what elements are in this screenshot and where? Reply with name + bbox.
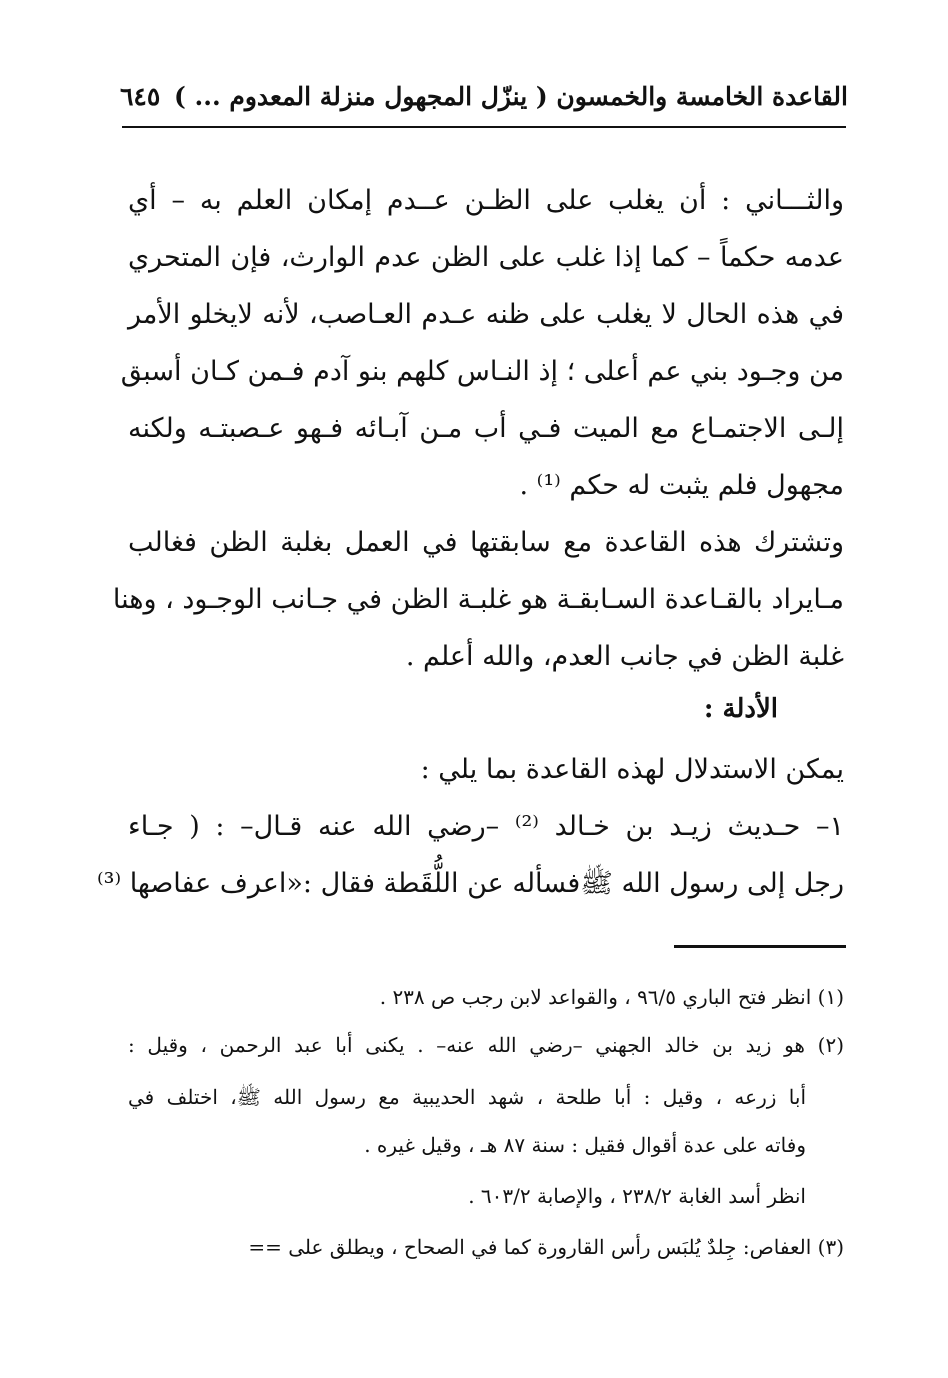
body-line: وتشترك هذه القاعدة مع سابقتها في العمل بغلبة الظن فغالب [128, 527, 844, 558]
footnote: (١) انظر فتح الباري ٩٦/٥ ، والقواعد لابن رجب ص ٢٣٨ . [379, 985, 844, 1009]
page-header [120, 78, 848, 122]
evidence-line: ١– حـديث زيـد بن خـالد ⁽²⁾ –رضي الله عنه قـال– : ( جـاء [128, 811, 844, 842]
body-line: مـايراد بالقـاعدة السـابقـة هو غلبـة الظن في جـانب الوجـود ، وهنا [112, 584, 844, 615]
chapter-title: القاعدة الخامسة والخمسون ( ينزّل المجهول منزلة المعدوم ... ) [174, 82, 848, 111]
body-line: مجهول فلم يثبت له حكم ⁽¹⁾ . [519, 470, 844, 501]
footnote-continuation: انظر أسد الغابة ٢٣٨/٢ ، والإصابة ٦٠٣/٢ . [468, 1184, 806, 1208]
body-line: والثـــاني : أن يغلب على الظـن عــدم إمكان العلم به – أي [128, 185, 844, 216]
evidence-line: يمكن الاستدلال لهذه القاعدة بما يلي : [420, 754, 844, 785]
footnote-separator [674, 945, 846, 948]
footnote: (٢) هو زيد بن خالد الجهني –رضي الله عنه– . يكنى أبا عبد الرحمن ، وقيل : [128, 1033, 844, 1057]
footnote-continuation: أبا زرعه ، وقيل : أبا طلحة ، شهد الحديبية مع رسول الله ﷺ، اختلف في [128, 1085, 806, 1109]
evidence-line: رجل إلى رسول الله ﷺفسأله عن اللُّقَطة فقال :«اعرف عفاصها ⁽³⁾ [97, 868, 844, 899]
page-number: ٦٤٥ [120, 82, 161, 111]
body-line: غلبة الظن في جانب العدم، والله أعلم . [405, 641, 844, 672]
body-line: في هذه الحال لا يغلب على ظنه عـدم العـاصب، لأنه لايخلو الأمر [128, 299, 844, 330]
footnote-continuation: وفاته على عدة أقوال فقيل : سنة ٨٧ هـ ، وقيل غيره . [364, 1133, 806, 1157]
body-line: إلـى الاجتمـاع مع الميت فـي أب مـن آبـائه فـهو عـصبتـه ولكنه [128, 413, 844, 444]
body-line: من وجـود بني عم أعلى ؛ إذ النـاس كلهم بنو آدم فـمن كـان أسبق [120, 356, 844, 387]
header-rule [122, 126, 846, 128]
body-line: عدمه حكماً – كما إذا غلب على الظن عدم الوارث، فإن المتحري [128, 242, 844, 273]
footnote: (٣) العفاص: جِلدٌ يُلبَس رأس القارورة كما في الصحاح ، ويطلق على == [248, 1235, 844, 1259]
evidence-heading: الأدلة : [703, 694, 778, 724]
